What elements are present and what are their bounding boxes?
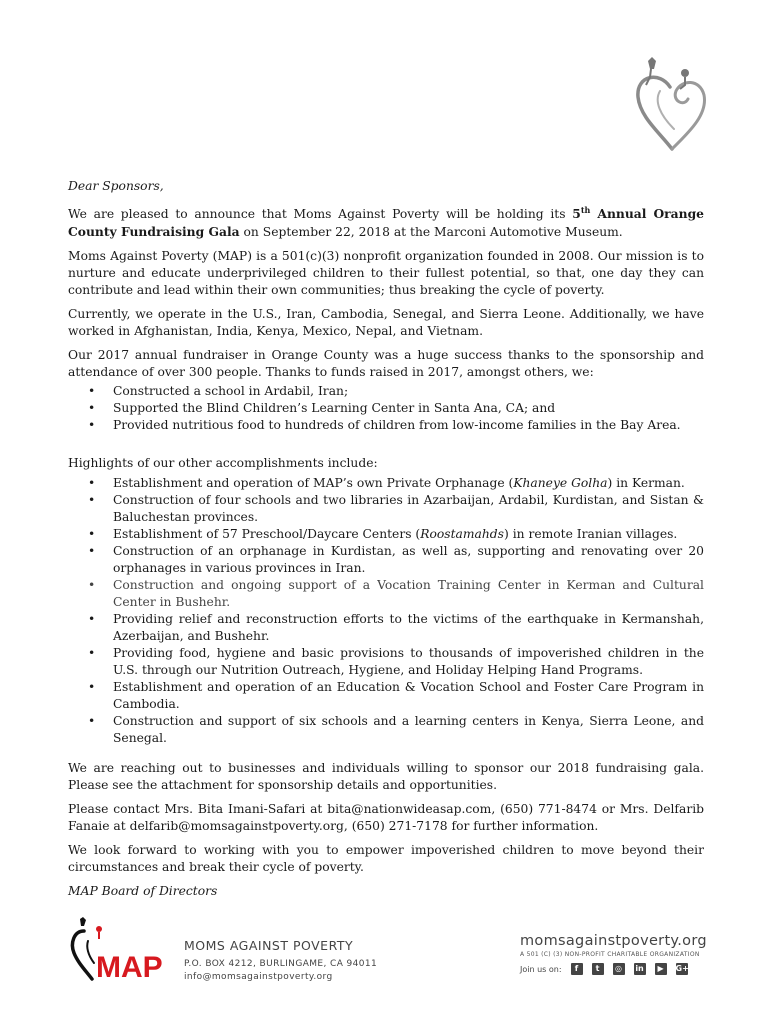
event-date-location: on September 22, 2018 at the Marconi Automotive Museum.: [239, 225, 623, 240]
list-item: • Providing food, hygiene and basic provisions to thousands of impoverished children in the U.S. through our Nutrition Outreach, Hygiene, and Holiday Helping Hand Programs.: [68, 645, 704, 679]
event-ordinal: 5: [572, 206, 581, 222]
paragraph-closing: We look forward to working with you to empower impoverished children to move beyond their circumstances and break their cycle of poverty.: [68, 843, 704, 875]
highlight-text: ) in remote Iranian villages.: [503, 527, 678, 542]
event-ordinal-suffix: th: [580, 205, 591, 215]
list-item: • Supported the Blind Children’s Learning Center in Santa Ana, CA; and: [68, 400, 704, 417]
paragraph-announcement: [68, 202, 704, 241]
facebook-icon[interactable]: f: [571, 963, 583, 975]
paragraph-outreach: We are reaching out to businesses and individuals willing to sponsor our 2018 fundraising gala. Please see the attachment for sponsorship details and opportunities.: [68, 761, 704, 793]
org-address: P.O. BOX 4212, BURLINGAME, CA 94011: [184, 959, 378, 969]
salutation: Dear Sponsors,: [68, 179, 164, 193]
event-name: Annual Orange County Fundraising Gala: [68, 206, 704, 240]
org-email[interactable]: info@momsagainstpoverty.org: [184, 972, 333, 982]
paragraph-mission: Moms Against Poverty (MAP) is a 501(c)(3) nonprofit organization founded in 2008. Our mission is to nurture and educate underprivileged children to their fullest potential, so that, one day they can contribute and lead within their own communities; thus breaking the cycle of poverty.: [68, 249, 704, 298]
org-name: MOMS AGAINST POVERTY: [184, 938, 354, 953]
orphanage-name: Khaneye Golha: [513, 476, 608, 491]
highlight-text: ) in Kerman.: [607, 476, 685, 491]
letterhead-footer: [0, 905, 770, 1005]
website-link[interactable]: momsagainstpoverty.org: [520, 933, 707, 949]
instagram-icon[interactable]: ◎: [613, 963, 625, 975]
paragraph-contact: Please contact Mrs. Bita Imani-Safari at bita@nationwideasap.com, (650) 771-8474 or Mrs. Delfarib Fanaie at delfarib@momsagainstpoverty.org, (650) 271-7178 for further information.: [68, 802, 704, 834]
list-item: [68, 526, 704, 543]
highlights-list: [68, 475, 704, 747]
linkedin-icon[interactable]: in: [635, 964, 644, 973]
center-name: Roostamahds: [420, 527, 504, 542]
highlights-intro: Highlights of our other accomplishments include:: [68, 456, 378, 471]
list-item: • Construction of four schools and two libraries in Azarbaijan, Ardabil, Kurdistan, and Sistan & Baluchestan provinces.: [68, 492, 704, 526]
achievements-2017-list: [68, 383, 704, 434]
org-web-block: [520, 933, 707, 975]
list-item: [68, 475, 704, 492]
social-links: [520, 963, 700, 975]
heart-logo-icon: [630, 55, 712, 155]
youtube-icon[interactable]: ▶: [655, 963, 667, 975]
letter-body: [68, 178, 704, 907]
signature: MAP Board of Directors: [68, 884, 218, 899]
org-tagline: A 501 (C) (3) NON-PROFIT CHARITABLE ORGANIZATION: [520, 951, 700, 958]
list-item: • Constructed a school in Ardabil, Iran;: [68, 383, 704, 400]
org-contact-block: [184, 938, 377, 982]
list-item: • Construction and ongoing support of a Vocation Training Center in Kerman and Cultural Center in Bushehr.: [68, 577, 704, 611]
google-plus-icon[interactable]: G+: [675, 964, 689, 973]
list-item: • Providing relief and reconstruction efforts to the victims of the earthquake in Kermanshah, Azerbaijan, and Bushehr.: [68, 611, 704, 645]
map-logo-text: MAP: [96, 951, 163, 984]
list-item: • Provided nutritious food to hundreds of children from low-income families in the Bay Area.: [68, 417, 704, 434]
highlight-text: Establishment and operation of MAP’s own Private Orphanage (: [113, 476, 514, 491]
paragraph-fundraiser: Our 2017 annual fundraiser in Orange County was a huge success thanks to the sponsorship and attendance of over 300 people. Thanks to funds raised in 2017, amongst others, we:: [68, 348, 704, 380]
join-label: Join us on:: [520, 964, 562, 974]
list-item: • Establishment and operation of an Education & Vocation School and Foster Care Program in Cambodia.: [68, 679, 704, 713]
map-logo-icon: [68, 917, 164, 987]
announcement-text: We are pleased to announce that Moms Against Poverty will be holding its: [68, 207, 573, 222]
highlight-text: Establishment of 57 Preschool/Daycare Centers (: [113, 527, 421, 542]
paragraph-operations: Currently, we operate in the U.S., Iran, Cambodia, Senegal, and Sierra Leone. Additionally, we have worked in Afghanistan, India, Kenya, Mexico, Nepal, and Vietnam.: [68, 307, 704, 339]
list-item: • Construction and support of six schools and a learning centers in Kenya, Sierra Leone, and Senegal.: [68, 713, 704, 747]
list-item: • Construction of an orphanage in Kurdistan, as well as, supporting and renovating over 20 orphanages in various provinces in Iran.: [68, 543, 704, 577]
twitter-icon[interactable]: t: [592, 963, 604, 975]
